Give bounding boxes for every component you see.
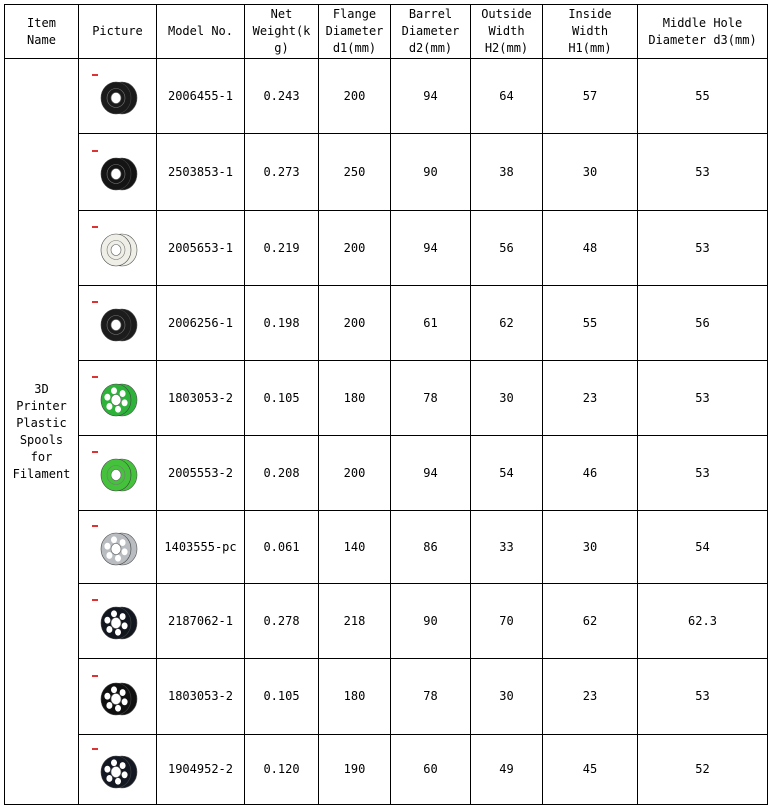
spool-icon xyxy=(90,597,146,645)
outside-width-cell: 38 xyxy=(471,134,543,211)
spool-spec-table xyxy=(4,4,768,805)
header-barrel-diameter: Barrel Diameter d2(mm) xyxy=(391,5,471,59)
header-inside-width: Inside Width H1(mm) xyxy=(543,5,638,59)
net-weight-cell: 0.208 xyxy=(245,436,319,511)
header-picture: Picture xyxy=(79,5,157,59)
table-row xyxy=(5,584,768,659)
spool-picture xyxy=(79,286,157,361)
inside-width-cell: 23 xyxy=(543,361,638,436)
model-no-cell: 2503853-1 xyxy=(157,134,245,211)
outside-width-cell: 62 xyxy=(471,286,543,361)
spool-picture xyxy=(79,735,157,805)
inside-width-cell: 30 xyxy=(543,511,638,584)
inside-width-cell: 45 xyxy=(543,735,638,805)
header-outside-width: Outside Width H2(mm) xyxy=(471,5,543,59)
net-weight-cell: 0.120 xyxy=(245,735,319,805)
item-name-cell: 3D Printer Plastic Spools for Filament xyxy=(5,59,79,805)
net-weight-cell: 0.219 xyxy=(245,211,319,286)
spool-picture xyxy=(79,211,157,286)
barrel-diameter-cell: 78 xyxy=(391,659,471,735)
spool-picture xyxy=(79,134,157,211)
model-no-cell: 2005553-2 xyxy=(157,436,245,511)
spool-picture xyxy=(79,59,157,134)
barrel-diameter-cell: 78 xyxy=(391,361,471,436)
model-no-cell: 1803053-2 xyxy=(157,361,245,436)
middle-hole-cell: 52 xyxy=(638,735,768,805)
table-row xyxy=(5,511,768,584)
outside-width-cell: 56 xyxy=(471,211,543,286)
outside-width-cell: 70 xyxy=(471,584,543,659)
net-weight-cell: 0.105 xyxy=(245,659,319,735)
spool-icon xyxy=(90,449,146,497)
model-no-cell: 2006256-1 xyxy=(157,286,245,361)
table-row xyxy=(5,286,768,361)
middle-hole-cell: 62.3 xyxy=(638,584,768,659)
model-no-cell: 1803053-2 xyxy=(157,659,245,735)
table-row xyxy=(5,361,768,436)
spool-icon xyxy=(90,746,146,794)
outside-width-cell: 30 xyxy=(471,659,543,735)
header-middle-hole-diameter: Middle Hole Diameter d3(mm) xyxy=(638,5,768,59)
header-model-no: Model No. xyxy=(157,5,245,59)
inside-width-cell: 46 xyxy=(543,436,638,511)
spool-picture xyxy=(79,584,157,659)
model-no-cell: 2187062-1 xyxy=(157,584,245,659)
middle-hole-cell: 56 xyxy=(638,286,768,361)
flange-diameter-cell: 250 xyxy=(319,134,391,211)
barrel-diameter-cell: 94 xyxy=(391,211,471,286)
spool-picture xyxy=(79,511,157,584)
outside-width-cell: 49 xyxy=(471,735,543,805)
spool-icon xyxy=(90,224,146,272)
flange-diameter-cell: 190 xyxy=(319,735,391,805)
model-no-cell: 2006455-1 xyxy=(157,59,245,134)
middle-hole-cell: 53 xyxy=(638,659,768,735)
net-weight-cell: 0.273 xyxy=(245,134,319,211)
flange-diameter-cell: 200 xyxy=(319,286,391,361)
spool-picture xyxy=(79,436,157,511)
model-no-cell: 1904952-2 xyxy=(157,735,245,805)
middle-hole-cell: 53 xyxy=(638,436,768,511)
outside-width-cell: 64 xyxy=(471,59,543,134)
header-flange-diameter: Flange Diameter d1(mm) xyxy=(319,5,391,59)
middle-hole-cell: 54 xyxy=(638,511,768,584)
inside-width-cell: 57 xyxy=(543,59,638,134)
middle-hole-cell: 53 xyxy=(638,134,768,211)
outside-width-cell: 33 xyxy=(471,511,543,584)
spool-icon xyxy=(90,673,146,721)
model-no-cell: 1403555-pc xyxy=(157,511,245,584)
table-row xyxy=(5,659,768,735)
barrel-diameter-cell: 60 xyxy=(391,735,471,805)
flange-diameter-cell: 200 xyxy=(319,211,391,286)
flange-diameter-cell: 180 xyxy=(319,659,391,735)
inside-width-cell: 23 xyxy=(543,659,638,735)
barrel-diameter-cell: 94 xyxy=(391,59,471,134)
net-weight-cell: 0.061 xyxy=(245,511,319,584)
model-no-cell: 2005653-1 xyxy=(157,211,245,286)
spool-icon xyxy=(90,299,146,347)
net-weight-cell: 0.198 xyxy=(245,286,319,361)
spool-icon xyxy=(90,523,146,571)
table-body xyxy=(5,59,768,805)
middle-hole-cell: 53 xyxy=(638,361,768,436)
flange-diameter-cell: 200 xyxy=(319,436,391,511)
spool-picture xyxy=(79,659,157,735)
spool-icon xyxy=(90,374,146,422)
net-weight-cell: 0.105 xyxy=(245,361,319,436)
middle-hole-cell: 53 xyxy=(638,211,768,286)
inside-width-cell: 48 xyxy=(543,211,638,286)
inside-width-cell: 62 xyxy=(543,584,638,659)
barrel-diameter-cell: 86 xyxy=(391,511,471,584)
spool-picture xyxy=(79,361,157,436)
table-row xyxy=(5,211,768,286)
table-row xyxy=(5,436,768,511)
flange-diameter-cell: 200 xyxy=(319,59,391,134)
net-weight-cell: 0.243 xyxy=(245,59,319,134)
flange-diameter-cell: 140 xyxy=(319,511,391,584)
table-row xyxy=(5,134,768,211)
spool-icon xyxy=(90,72,146,120)
outside-width-cell: 54 xyxy=(471,436,543,511)
table-row xyxy=(5,59,768,134)
inside-width-cell: 55 xyxy=(543,286,638,361)
header-item-name: Item Name xyxy=(5,5,79,59)
header-net-weight: Net Weight(k g) xyxy=(245,5,319,59)
barrel-diameter-cell: 90 xyxy=(391,134,471,211)
header-row xyxy=(5,5,768,59)
barrel-diameter-cell: 90 xyxy=(391,584,471,659)
outside-width-cell: 30 xyxy=(471,361,543,436)
inside-width-cell: 30 xyxy=(543,134,638,211)
middle-hole-cell: 55 xyxy=(638,59,768,134)
barrel-diameter-cell: 94 xyxy=(391,436,471,511)
net-weight-cell: 0.278 xyxy=(245,584,319,659)
flange-diameter-cell: 180 xyxy=(319,361,391,436)
table-row xyxy=(5,735,768,805)
flange-diameter-cell: 218 xyxy=(319,584,391,659)
barrel-diameter-cell: 61 xyxy=(391,286,471,361)
spool-icon xyxy=(90,148,146,196)
